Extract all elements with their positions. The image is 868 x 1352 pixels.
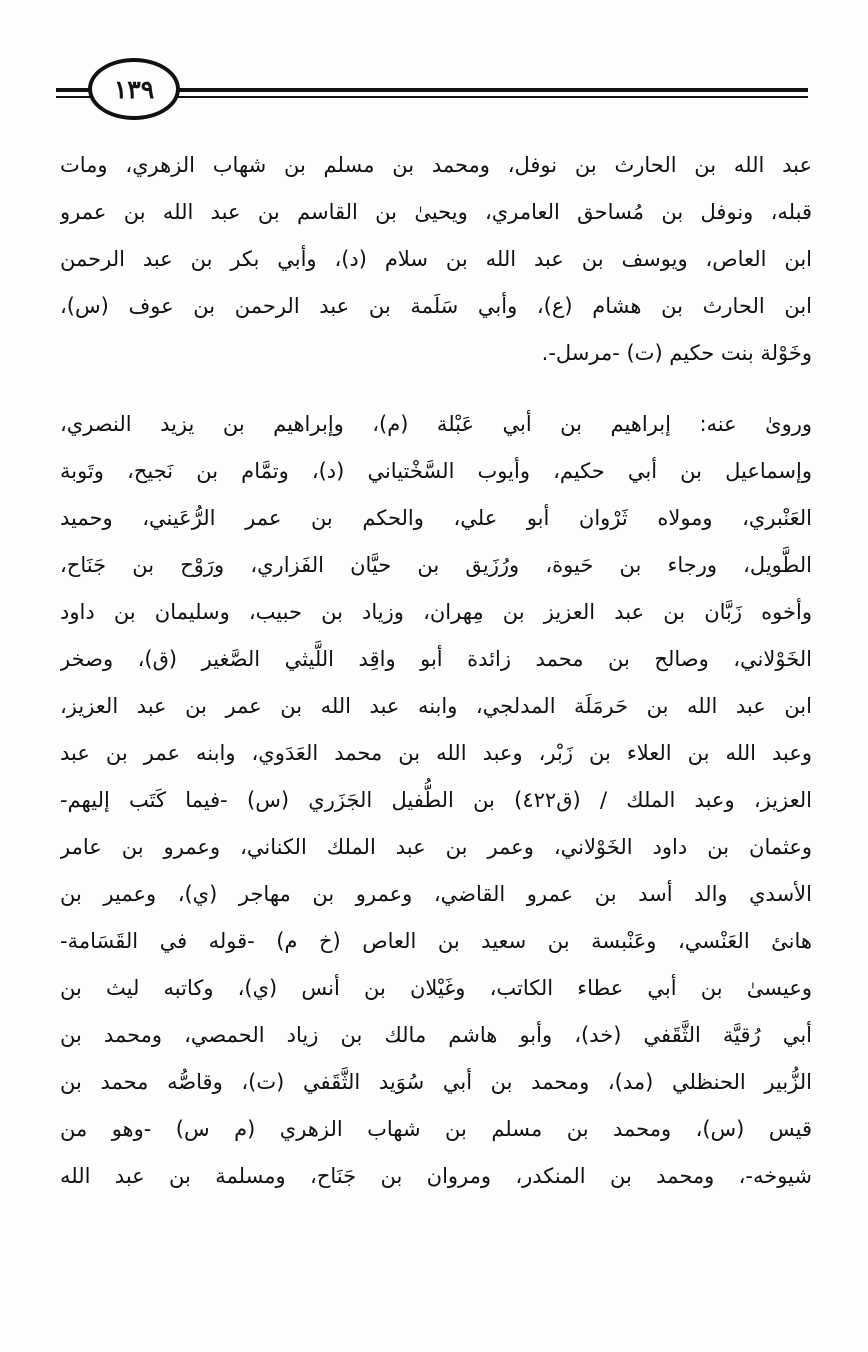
paragraph-narrators — [60, 401, 812, 1200]
paragraph-teachers — [60, 142, 812, 377]
text-line: وخَوْلة بنت حكيم (ت) -مرسل-. — [541, 341, 812, 365]
text-line: عبد الله بن الحارث بن نوفل، ومحمد بن مسلم بن شهاب الزهري، ومات — [60, 153, 812, 177]
text-line: وعثمان بن داود الخَوْلاني، وعمر بن عبد الملك الكناني، وعمرو بن عامر — [60, 835, 812, 859]
text-line: وعبد الله بن العلاء بن زَبْر، وعبد الله بن محمد العَدَوي، وابنه عمر بن عبد — [60, 741, 812, 765]
text-line: الطَّويل، ورجاء بن حَيوة، ورُزَيق بن حيَّان الفَزاري، ورَوْح بن جَنَاح، — [60, 553, 812, 577]
text-line: الزُّبير الحنظلي (مد)، ومحمد بن أبي سُوَيد الثَّقَفي (ت)، وقاصُّه محمد بن — [60, 1070, 812, 1094]
text-line: قيس (س)، ومحمد بن مسلم بن شهاب الزهري (م س) -وهو من — [60, 1117, 812, 1141]
text-line: قبله، ونوفل بن مُساحق العامري، ويحيىٰ بن القاسم بن عبد الله بن عمرو — [60, 200, 812, 224]
page-body — [60, 142, 812, 1200]
text-line: وعيسىٰ بن أبي عطاء الكاتب، وغَيْلان بن أنس (ي)، وكاتبه ليث بن — [60, 976, 812, 1000]
text-line: الأسدي والد أسد بن عمرو القاضي، وعمرو بن مهاجر (ي)، وعمير بن — [60, 882, 812, 906]
text-line: وإسماعيل بن أبي حكيم، وأيوب السَّخْتياني (د)، وتمَّام بن نَجيح، وتَوبة — [60, 459, 812, 483]
text-line: العزيز، وعبد الملك / (ق٤٢٢) بن الطُّفيل الجَزَري (س) -فيما كَتَب إليهم- — [60, 788, 812, 812]
text-line: هانئ العَنْسي، وعَنْبسة بن سعيد بن العاص (خ م) -قوله في القَسَامة- — [60, 929, 812, 953]
page-header — [56, 58, 808, 124]
text-line: ابن عبد الله بن حَرمَلَة المدلجي، وابنه عبد الله بن عمر بن عبد العزيز، — [60, 694, 812, 718]
text-line: وأخوه زَبَّان بن عبد العزيز بن مِهران، وزياد بن حبيب، وسليمان بن داود — [60, 600, 812, 624]
text-line: ابن الحارث بن هشام (ع)، وأبي سَلَمة بن عبد الرحمن بن عوف (س)، — [60, 294, 812, 318]
text-line: أبي رُقيَّة الثَّقَفي (خد)، وأبو هاشم مالك بن زياد الحمصي، ومحمد بن — [60, 1023, 812, 1047]
text-line: وروىٰ عنه: إبراهيم بن أبي عَبْلة (م)، وإبراهيم بن يزيد النصري، — [60, 412, 812, 436]
text-line: العَنْبري، ومولاه ثَرْوان أبو علي، والحكم بن عمر الرُّعَيني، وحميد — [60, 506, 812, 530]
text-line: ابن العاص، ويوسف بن عبد الله بن سلام (د)، وأبي بكر بن عبد الرحمن — [60, 247, 812, 271]
text-line: شيوخه-، ومحمد بن المنكدر، ومروان بن جَنَاح، ومسلمة بن عبد الله — [60, 1164, 812, 1188]
text-line: الخَوْلاني، وصالح بن محمد زائدة أبو واقِد اللَّيثي الصَّغير (ق)، وصخر — [60, 647, 812, 671]
page-number-badge: ١٣٩ — [88, 58, 180, 120]
